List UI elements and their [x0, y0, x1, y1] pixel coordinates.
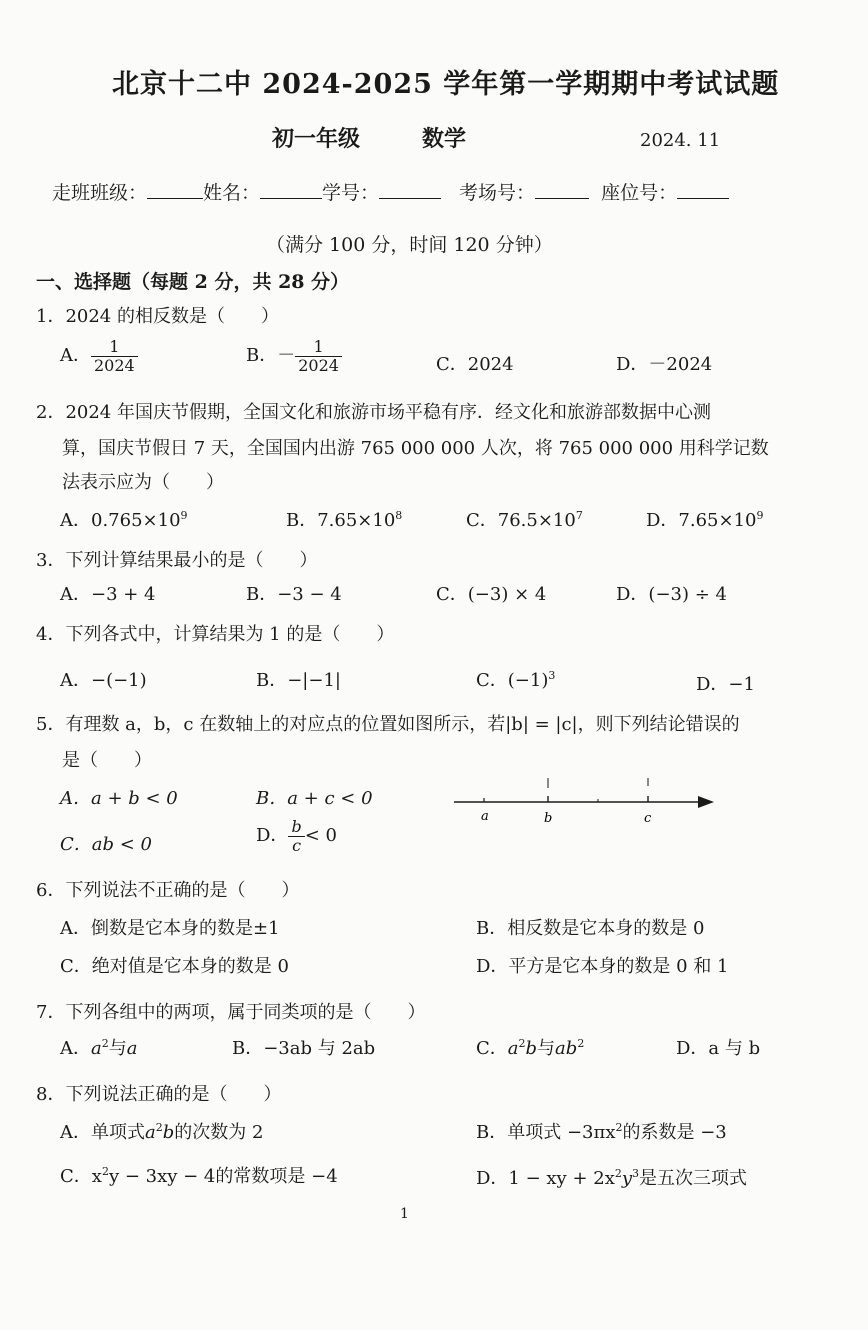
q6-option-d[interactable]: D．平方是它本身的数是 0 和 1 — [476, 956, 729, 977]
q1-a-fraction — [91, 338, 138, 374]
q8-a-prefix: A．单项式 — [60, 1122, 145, 1143]
field-id-blank[interactable] — [379, 180, 441, 199]
q7-a-term-2: a — [126, 1038, 138, 1059]
label-a: a — [481, 809, 489, 824]
q8-a-exponent: 2 — [155, 1121, 163, 1134]
q7-stem: 7．下列各组中的两项，属于同类项的是（ ） — [36, 1002, 426, 1023]
q1-a-numerator: 1 — [91, 338, 138, 357]
q2-a-exponent: 9 — [180, 509, 188, 522]
q1-a-denominator: 2024 — [94, 355, 135, 375]
q3-stem: 3．下列计算结果最小的是（ ） — [36, 550, 318, 571]
q2-c-text: C．76.5×10 — [466, 510, 576, 531]
q5-d-rest: < 0 — [304, 825, 337, 847]
q8-a-var: b — [162, 1122, 175, 1143]
q7-c-exponent-1: 2 — [518, 1037, 526, 1050]
q5-option-c[interactable]: C．ab < 0 — [60, 834, 153, 855]
q7-c-connector: 与 — [537, 1038, 556, 1059]
q8-b-suffix: 的系数是 −3 — [622, 1122, 727, 1143]
q5-line-1: 5．有理数 a，b，c 在数轴上的对应点的位置如图所示，若|b| = |c|，则下列结论错误的 — [36, 714, 740, 735]
field-seat-label: 座位号： — [601, 182, 678, 204]
q8-d-exponent-1: 2 — [614, 1167, 622, 1180]
q1-option-a[interactable] — [60, 338, 138, 374]
q5-line-2: 是（ ） — [62, 750, 152, 771]
q5-d-denominator: c — [292, 835, 302, 855]
q2-option-d[interactable] — [646, 506, 764, 532]
q8-d-exponent-2: 3 — [632, 1167, 640, 1180]
q1-option-b[interactable] — [246, 338, 342, 374]
number-line-arrow — [698, 796, 714, 808]
q2-line-2: 算，国庆节假日 7 天，全国国内出游 765 000 000 人次，将 765 000 000 用科学记数 — [62, 438, 769, 459]
subject-label: 数学 — [422, 126, 467, 152]
q2-c-exponent: 7 — [575, 509, 583, 522]
q8-option-b[interactable] — [476, 1118, 727, 1144]
q8-option-d[interactable] — [476, 1164, 747, 1190]
q4-c-text: C．(−1) — [476, 670, 549, 691]
q7-c-exponent-2: 2 — [577, 1037, 585, 1050]
q7-a-term-1: a — [91, 1038, 102, 1059]
q5-d-label: D． — [256, 825, 289, 847]
q1-b-label: B．－ — [246, 345, 296, 367]
q5-option-b[interactable]: B．a + c < 0 — [256, 788, 373, 809]
q6-option-b[interactable]: B．相反数是它本身的数是 0 — [476, 918, 705, 939]
field-room-blank[interactable] — [535, 180, 589, 199]
q1-stem: 1．2024 的相反数是（ ） — [36, 306, 279, 327]
q8-option-a[interactable] — [60, 1118, 263, 1144]
q1-a-label: A． — [60, 345, 91, 367]
q8-d-prefix: D．1 − xy + 2x — [476, 1168, 615, 1189]
field-id-label: 学号： — [322, 182, 380, 204]
q3-option-b[interactable]: B．−3 − 4 — [246, 584, 342, 605]
q8-c-middle: y − 3xy − 4 — [108, 1166, 216, 1187]
page-number: 1 — [400, 1206, 409, 1222]
q2-option-b[interactable] — [286, 506, 402, 532]
q3-option-d[interactable]: D．(−3) ÷ 4 — [616, 584, 727, 605]
q8-b-exponent: 2 — [615, 1121, 623, 1134]
q2-option-c[interactable] — [466, 506, 583, 532]
q2-b-text: B．7.65×10 — [286, 510, 396, 531]
q4-c-exponent: 3 — [548, 669, 556, 682]
q4-option-b[interactable]: B．−|−1| — [256, 670, 341, 691]
grade-label: 初一年级 — [272, 126, 361, 152]
q2-d-text: D．7.65×10 — [646, 510, 757, 531]
q8-a-suffix: 的次数为 2 — [174, 1122, 264, 1143]
q5-option-a[interactable]: A．a + b < 0 — [60, 788, 178, 809]
q1-b-fraction — [295, 338, 342, 374]
q1-b-numerator: 1 — [295, 338, 342, 357]
q1-b-denominator: 2024 — [298, 355, 339, 375]
q7-option-d[interactable]: D．a 与 b — [676, 1038, 761, 1059]
q2-b-exponent: 8 — [395, 509, 403, 522]
q2-a-text: A．0.765×10 — [60, 510, 181, 531]
q7-c-label: C． — [476, 1038, 508, 1059]
q2-option-a[interactable] — [60, 506, 188, 532]
exam-date: 2024. 11 — [640, 130, 721, 151]
q7-c-term-1: a — [507, 1038, 519, 1059]
q8-c-suffix: 的常数项是 −4 — [215, 1166, 338, 1187]
q8-b-prefix: B．单项式 −3πx — [476, 1122, 616, 1143]
field-class-label: 走班班级： — [52, 182, 148, 204]
q8-stem: 8．下列说法正确的是（ ） — [36, 1084, 282, 1105]
q5-option-d[interactable] — [256, 818, 337, 854]
label-c: c — [644, 811, 652, 826]
q6-option-a[interactable]: A．倒数是它本身的数是±1 — [60, 918, 280, 939]
q7-a-connector: 与 — [108, 1038, 127, 1059]
field-seat-blank[interactable] — [677, 180, 729, 199]
q1-option-d[interactable]: D．－2024 — [616, 354, 713, 375]
q7-a-exponent: 2 — [101, 1037, 109, 1050]
field-name-label: 姓名： — [203, 182, 261, 204]
field-name-blank[interactable] — [260, 180, 322, 199]
q4-stem: 4．下列各式中，计算结果为 1 的是（ ） — [36, 624, 395, 645]
q8-a-base: a — [145, 1122, 156, 1143]
q2-line-3: 法表示应为（ ） — [62, 472, 224, 493]
q8-c-exponent: 2 — [101, 1165, 109, 1178]
q8-d-var: y — [621, 1168, 633, 1189]
exam-title: 北京十二中 2024-2025 学年第一学期期中考试试题 — [112, 69, 780, 100]
exam-note: （满分 100 分，时间 120 分钟） — [266, 234, 553, 256]
number-line-figure — [448, 774, 720, 830]
q7-a-label: A． — [60, 1038, 91, 1059]
field-class-blank[interactable] — [147, 180, 203, 199]
q5-d-numerator: b — [288, 818, 304, 837]
q7-option-a[interactable] — [60, 1034, 137, 1060]
q5-d-fraction — [288, 818, 304, 854]
q7-option-b[interactable]: B．−3ab 与 2ab — [232, 1038, 376, 1059]
q8-d-suffix: 是五次三项式 — [639, 1168, 748, 1189]
q7-option-c[interactable] — [476, 1034, 584, 1060]
q4-option-a[interactable]: A．−(−1) — [60, 670, 147, 691]
q2-d-exponent: 9 — [756, 509, 764, 522]
q7-c-term-2: ab — [555, 1038, 578, 1059]
q3-option-c[interactable]: C．(−3) × 4 — [436, 584, 547, 605]
q3-option-a[interactable]: A．−3 + 4 — [60, 584, 156, 605]
student-info-line — [52, 178, 729, 205]
q1-option-c[interactable]: C．2024 — [436, 354, 514, 375]
q8-c-prefix: C．x — [60, 1166, 102, 1187]
q4-option-d[interactable]: D．−1 — [696, 674, 755, 695]
q6-stem: 6．下列说法不正确的是（ ） — [36, 880, 300, 901]
section-heading: 一、选择题（每题 2 分，共 28 分） — [36, 271, 350, 293]
q2-line-1: 2．2024 年国庆节假期，全国文化和旅游市场平稳有序．经文化和旅游部数据中心测 — [36, 402, 711, 423]
q6-option-c[interactable]: C．绝对值是它本身的数是 0 — [60, 956, 289, 977]
q4-option-c[interactable] — [476, 666, 555, 692]
q8-option-c[interactable] — [60, 1162, 338, 1188]
q7-c-term-1b: b — [525, 1038, 538, 1059]
label-b: b — [544, 811, 553, 826]
field-room-label: 考场号： — [459, 182, 536, 204]
